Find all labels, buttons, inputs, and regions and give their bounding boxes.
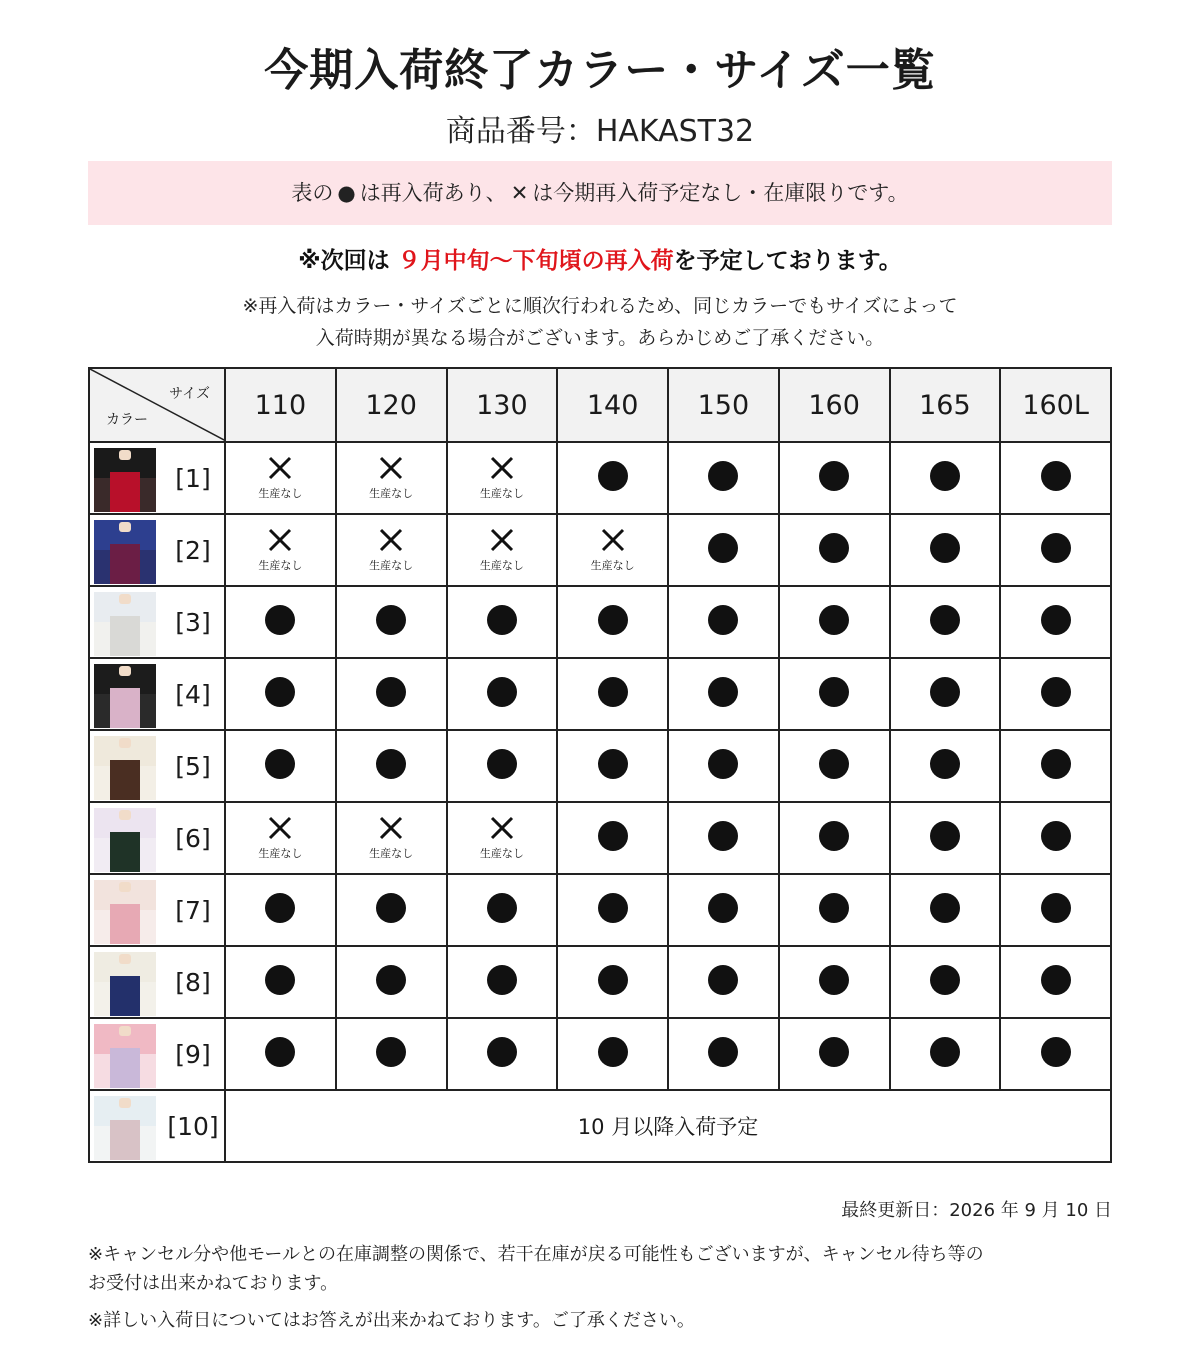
table-row [89, 874, 1111, 946]
no-restock-mark [337, 815, 446, 861]
face-shape [119, 810, 131, 820]
color-label: [8] [175, 967, 211, 997]
no-restock-mark [226, 455, 335, 501]
stock-cell-140 [557, 874, 668, 946]
color-cell [89, 658, 225, 730]
footer-note-2 [88, 1306, 1118, 1335]
legend-text-mid: は再入荷あり、 [359, 181, 507, 205]
restock-dot-icon [376, 677, 406, 707]
stock-cell-165 [890, 802, 1001, 874]
restock-timing-note [0, 290, 1200, 354]
hakama-shape [110, 616, 140, 656]
color-label: [4] [175, 679, 211, 709]
stock-cell-130 [447, 946, 558, 1018]
size-header-120: 120 [336, 368, 447, 442]
restock-notice [0, 242, 1200, 275]
legend-text-pre: 表の [291, 181, 334, 205]
restock-dot-icon [265, 749, 295, 779]
stock-cell-130 [447, 874, 558, 946]
cross-icon [267, 815, 293, 841]
stock-cell-140 [557, 586, 668, 658]
corner-diagonal-line [90, 369, 226, 441]
size-header-160: 160 [779, 368, 890, 442]
note-line-1: ※再入荷はカラー・サイズごとに順次行われるため、同じカラーでもサイズによって [242, 295, 958, 317]
restock-dot-icon [487, 1037, 517, 1067]
cross-icon [378, 527, 404, 553]
cross-icon [378, 455, 404, 481]
note-line-2: 入荷時期が異なる場合がございます。あらかじめご了承ください。 [315, 327, 885, 349]
restock-dot-icon [819, 965, 849, 995]
restock-dot-icon [708, 965, 738, 995]
stock-cell-165 [890, 730, 1001, 802]
legend-banner [88, 161, 1112, 225]
stock-cell-160L [1000, 514, 1111, 586]
no-production-caption: 生産なし [479, 559, 524, 572]
stock-cell-160 [779, 802, 890, 874]
no-restock-mark [337, 455, 446, 501]
stock-cell-110 [225, 1018, 336, 1090]
color-label: [5] [175, 751, 211, 781]
no-restock-mark [448, 815, 557, 861]
restock-dot-icon [1041, 677, 1071, 707]
face-shape [119, 594, 131, 604]
restock-dot-icon [376, 749, 406, 779]
no-restock-mark [448, 527, 557, 573]
table-row [89, 586, 1111, 658]
restock-dot-icon [1041, 461, 1071, 491]
color-cell [89, 1018, 225, 1090]
restock-dot-icon [598, 605, 628, 635]
restock-dot-icon [487, 749, 517, 779]
hakama-shape [110, 760, 140, 800]
color-cell [89, 586, 225, 658]
restock-dot-icon [598, 461, 628, 491]
restock-dot-icon [930, 533, 960, 563]
restock-notice-post: を予定しております。 [673, 248, 902, 274]
table-row [89, 658, 1111, 730]
restock-dot-icon [708, 749, 738, 779]
restock-dot-icon [1041, 821, 1071, 851]
restock-dot-icon [708, 1037, 738, 1067]
table-corner-cell [89, 368, 225, 442]
restock-dot-icon [819, 821, 849, 851]
size-header-165: 165 [890, 368, 1001, 442]
restock-dot-icon [487, 605, 517, 635]
legend-dot-symbol: ● [337, 181, 356, 205]
restock-dot-icon [487, 677, 517, 707]
color-label: [1] [175, 463, 211, 493]
color-thumbnail [94, 1096, 156, 1160]
table-row [89, 946, 1111, 1018]
stock-cell-160L [1000, 586, 1111, 658]
color-cell [89, 442, 225, 514]
table-row [89, 442, 1111, 514]
stock-cell-120 [336, 874, 447, 946]
stock-cell-160 [779, 730, 890, 802]
restock-dot-icon [819, 461, 849, 491]
restock-dot-icon [376, 605, 406, 635]
restock-dot-icon [930, 461, 960, 491]
color-label: [2] [175, 535, 211, 565]
color-label: [7] [175, 895, 211, 925]
face-shape [119, 882, 131, 892]
stock-table [88, 367, 1112, 1163]
cross-icon [489, 815, 515, 841]
color-label: [3] [175, 607, 211, 637]
size-header-140: 140 [557, 368, 668, 442]
table-row [89, 802, 1111, 874]
no-production-caption: 生産なし [369, 559, 414, 572]
stock-cell-130 [447, 442, 558, 514]
face-shape [119, 666, 131, 676]
stock-cell-160L [1000, 658, 1111, 730]
stock-cell-160 [779, 514, 890, 586]
table-row [89, 1090, 1111, 1162]
last-updated: 最終更新日：2026 年 9 月 10 日 [841, 1200, 1112, 1221]
restock-dot-icon [930, 749, 960, 779]
stock-cell-165 [890, 1018, 1001, 1090]
color-label: [10] [167, 1111, 219, 1141]
color-cell [89, 946, 225, 1018]
footer-line-3: ※詳しい入荷日についてはお答えが出来かねております。ご了承ください。 [88, 1310, 695, 1331]
restock-dot-icon [708, 821, 738, 851]
stock-cell-130 [447, 730, 558, 802]
cross-icon [378, 815, 404, 841]
stock-cell-160L [1000, 874, 1111, 946]
no-production-caption: 生産なし [258, 847, 303, 860]
stock-cell-150 [668, 658, 779, 730]
size-header-row [89, 368, 1111, 442]
stock-cell-150 [668, 802, 779, 874]
stock-cell-160L [1000, 1018, 1111, 1090]
hakama-shape [110, 472, 140, 512]
stock-cell-140 [557, 442, 668, 514]
stock-cell-150 [668, 874, 779, 946]
page-title: 今期入荷終了カラー・サイズ一覧 [264, 45, 936, 96]
restock-dot-icon [930, 893, 960, 923]
stock-cell-165 [890, 514, 1001, 586]
legend-cross-symbol: ✕ [510, 181, 529, 205]
stock-cell-160 [779, 442, 890, 514]
restock-dot-icon [265, 677, 295, 707]
hakama-shape [110, 1120, 140, 1160]
restock-dot-icon [598, 677, 628, 707]
color-thumbnail [94, 592, 156, 656]
stock-cell-160 [779, 874, 890, 946]
stock-cell-130 [447, 658, 558, 730]
size-header-130: 130 [447, 368, 558, 442]
restock-dot-icon [265, 965, 295, 995]
stock-table-body [89, 442, 1111, 1162]
stock-cell-120 [336, 586, 447, 658]
no-production-caption: 生産なし [369, 847, 414, 860]
stock-cell-165 [890, 442, 1001, 514]
face-shape [119, 522, 131, 532]
restock-dot-icon [930, 605, 960, 635]
stock-cell-120 [336, 442, 447, 514]
no-restock-mark [558, 527, 667, 573]
stock-cell-160 [779, 1018, 890, 1090]
restock-dot-icon [819, 893, 849, 923]
restock-dot-icon [930, 1037, 960, 1067]
stock-cell-160 [779, 586, 890, 658]
size-header-110: 110 [225, 368, 336, 442]
cross-icon [267, 455, 293, 481]
restock-dot-icon [598, 821, 628, 851]
restock-dot-icon [708, 605, 738, 635]
color-thumbnail [94, 520, 156, 584]
stock-cell-150 [668, 1018, 779, 1090]
size-header-160L: 160L [1000, 368, 1111, 442]
stock-cell-120 [336, 658, 447, 730]
no-production-caption: 生産なし [258, 559, 303, 572]
restock-dot-icon [598, 965, 628, 995]
face-shape [119, 738, 131, 748]
color-cell [89, 1090, 225, 1162]
stock-cell-110 [225, 946, 336, 1018]
no-restock-mark [226, 815, 335, 861]
stock-cell-110 [225, 586, 336, 658]
hakama-shape [110, 832, 140, 872]
stock-cell-160 [779, 946, 890, 1018]
restock-dot-icon [1041, 893, 1071, 923]
stock-cell-165 [890, 586, 1001, 658]
color-thumbnail [94, 1024, 156, 1088]
stock-cell-130 [447, 802, 558, 874]
color-thumbnail [94, 448, 156, 512]
footer-line-2: お受付は出来かねております。 [88, 1273, 339, 1294]
restock-dot-icon [1041, 749, 1071, 779]
no-restock-mark [448, 455, 557, 501]
restock-dot-icon [598, 893, 628, 923]
restock-dot-icon [708, 677, 738, 707]
hakama-shape [110, 976, 140, 1016]
stock-cell-165 [890, 874, 1001, 946]
cross-icon [489, 455, 515, 481]
corner-size-label: サイズ [169, 386, 210, 402]
stock-cell-140 [557, 514, 668, 586]
stock-cell-140 [557, 946, 668, 1018]
size-header-150: 150 [668, 368, 779, 442]
restock-dot-icon [265, 1037, 295, 1067]
no-production-caption: 生産なし [479, 847, 524, 860]
stock-cell-110 [225, 442, 336, 514]
table-row [89, 730, 1111, 802]
no-restock-mark [337, 527, 446, 573]
color-thumbnail [94, 664, 156, 728]
footer-note-1 [88, 1240, 1118, 1298]
color-thumbnail [94, 736, 156, 800]
restock-dot-icon [930, 965, 960, 995]
stock-cell-160L [1000, 442, 1111, 514]
color-thumbnail [94, 808, 156, 872]
stock-cell-120 [336, 1018, 447, 1090]
restock-notice-highlight: ９月中旬〜下旬頃の再入荷 [389, 248, 674, 274]
no-production-caption: 生産なし [258, 487, 303, 500]
restock-dot-icon [376, 965, 406, 995]
stock-cell-120 [336, 802, 447, 874]
restock-dot-icon [708, 893, 738, 923]
stock-cell-140 [557, 802, 668, 874]
stock-cell-140 [557, 658, 668, 730]
stock-cell-160L [1000, 802, 1111, 874]
stock-cell-120 [336, 730, 447, 802]
stock-cell-150 [668, 730, 779, 802]
no-production-caption: 生産なし [590, 559, 635, 572]
restock-dot-icon [598, 749, 628, 779]
restock-dot-icon [1041, 1037, 1071, 1067]
hakama-shape [110, 1048, 140, 1088]
restock-dot-icon [598, 1037, 628, 1067]
stock-cell-110 [225, 874, 336, 946]
hakama-shape [110, 904, 140, 944]
stock-cell-160 [779, 658, 890, 730]
no-restock-mark [226, 527, 335, 573]
stock-cell-130 [447, 586, 558, 658]
color-cell [89, 730, 225, 802]
color-cell [89, 874, 225, 946]
restock-dot-icon [708, 533, 738, 563]
no-production-caption: 生産なし [479, 487, 524, 500]
restock-dot-icon [1041, 605, 1071, 635]
stock-cell-130 [447, 1018, 558, 1090]
face-shape [119, 450, 131, 460]
color-label: [9] [175, 1039, 211, 1069]
restock-dot-icon [265, 605, 295, 635]
restock-dot-icon [1041, 533, 1071, 563]
no-production-caption: 生産なし [369, 487, 414, 500]
hakama-shape [110, 688, 140, 728]
product-number: 商品番号：HAKAST32 [445, 114, 755, 149]
color-cell [89, 802, 225, 874]
stock-cell-130 [447, 514, 558, 586]
restock-dot-icon [376, 893, 406, 923]
cross-icon [489, 527, 515, 553]
restock-dot-icon [819, 533, 849, 563]
corner-color-label: カラー [106, 412, 148, 428]
stock-cell-150 [668, 946, 779, 1018]
cross-icon [267, 527, 293, 553]
stock-cell-165 [890, 658, 1001, 730]
restock-dot-icon [708, 461, 738, 491]
restock-dot-icon [930, 677, 960, 707]
stock-cell-110 [225, 730, 336, 802]
stock-cell-110 [225, 802, 336, 874]
stock-cell-120 [336, 946, 447, 1018]
stock-cell-150 [668, 586, 779, 658]
stock-cell-150 [668, 442, 779, 514]
restock-notice-pre: ※次回は [298, 248, 390, 274]
face-shape [119, 954, 131, 964]
stock-cell-140 [557, 730, 668, 802]
restock-dot-icon [819, 1037, 849, 1067]
stock-cell-160L [1000, 730, 1111, 802]
restock-dot-icon [487, 965, 517, 995]
restock-dot-icon [487, 893, 517, 923]
restock-schedule-cell: 10 月以降入荷予定 [225, 1090, 1111, 1162]
restock-dot-icon [376, 1037, 406, 1067]
stock-cell-120 [336, 514, 447, 586]
hakama-shape [110, 544, 140, 584]
stock-cell-165 [890, 946, 1001, 1018]
restock-dot-icon [265, 893, 295, 923]
face-shape [119, 1026, 131, 1036]
stock-cell-110 [225, 514, 336, 586]
stock-cell-150 [668, 514, 779, 586]
footer-line-1: ※キャンセル分や他モールとの在庫調整の関係で、若干在庫が戻る可能性もございますが、キャンセル待ち等の [88, 1244, 984, 1265]
restock-dot-icon [819, 605, 849, 635]
stock-cell-160L [1000, 946, 1111, 1018]
cross-icon [600, 527, 626, 553]
table-row [89, 514, 1111, 586]
face-shape [119, 1098, 131, 1108]
stock-cell-110 [225, 658, 336, 730]
legend-text-post: は今期再入荷予定なし・在庫限りです。 [532, 181, 909, 205]
color-thumbnail [94, 880, 156, 944]
color-thumbnail [94, 952, 156, 1016]
table-row [89, 1018, 1111, 1090]
restock-dot-icon [930, 821, 960, 851]
color-cell [89, 514, 225, 586]
restock-dot-icon [1041, 965, 1071, 995]
color-label: [6] [175, 823, 211, 853]
stock-cell-140 [557, 1018, 668, 1090]
restock-dot-icon [819, 749, 849, 779]
restock-dot-icon [819, 677, 849, 707]
